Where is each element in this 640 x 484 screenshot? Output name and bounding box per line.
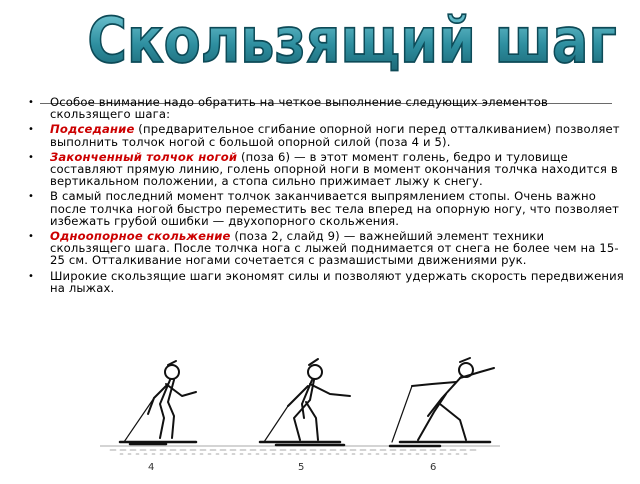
bullet-text: (предварительное сгибание опорной ноги перед отталкиванием) позволяет выполнить толчок ногой с большой опорной силой (поза 4 и 5). (50, 122, 620, 149)
slide-title (0, 0, 640, 80)
bullet-item (28, 96, 628, 120)
figure-caption-4: 4 (148, 462, 155, 473)
bullet-text: (поза 6) — в этот момент голень, бедро и туловище составляют прямую линию, голень опорной ноги в момент окончания толчка находится в вертикальном положении, а стопа сильно прижимает лыжу к снегу. (50, 149, 618, 189)
bullet-text: (поза 2, слайд 9) — важнейший элемент техники скользящего шага. После толчка нога с лыжей поднимается от снега не более чем на 15-25 см. Отталкивание ногами сочетается с размашистыми движениями рук. (50, 229, 619, 268)
skier-illustration (100, 350, 500, 480)
figure-caption-6: 6 (430, 462, 437, 473)
figure-caption-5: 5 (298, 462, 305, 473)
bullet-item (28, 151, 628, 188)
skier-pose-5 (260, 359, 350, 445)
bullet-marker-icon: • (28, 270, 35, 282)
bullet-marker-icon: • (28, 97, 35, 108)
bullet-emphasis: Подседание (50, 122, 135, 137)
bullet-marker-icon: • (28, 231, 35, 243)
bullet-emphasis: Одноопорное скольжение (50, 229, 231, 244)
skier-pose-4 (120, 361, 196, 444)
bullet-text: Широкие скользящие шаги экономят силы и позволяют удержать скорость передвижения на лыжах. (50, 268, 624, 295)
bullet-text: В самый последний момент толчок заканчивается выпрямлением стопы. Очень важно после толчка ногой быстро переместить вес тела вперед на опорную ногу, что позволяет избежать грубой ошибки — двухопорного скольжения. (50, 189, 620, 228)
bullet-emphasis: Законченный толчок ногой (50, 149, 238, 164)
bullet-text: Особое внимание надо обратить на четкое выполнение следующих элементов скользящего шага: (50, 95, 548, 122)
bullet-marker-icon: • (28, 191, 35, 203)
title-text: Скользящий шаг (87, 4, 617, 78)
bullet-item (28, 190, 628, 227)
bullet-item (28, 270, 628, 294)
skier-pose-6 (390, 358, 494, 446)
bullet-item (28, 123, 628, 147)
bullet-marker-icon: • (28, 124, 35, 136)
bullet-list (28, 96, 628, 297)
bullet-item (28, 230, 628, 267)
bullet-marker-icon: • (28, 151, 35, 163)
